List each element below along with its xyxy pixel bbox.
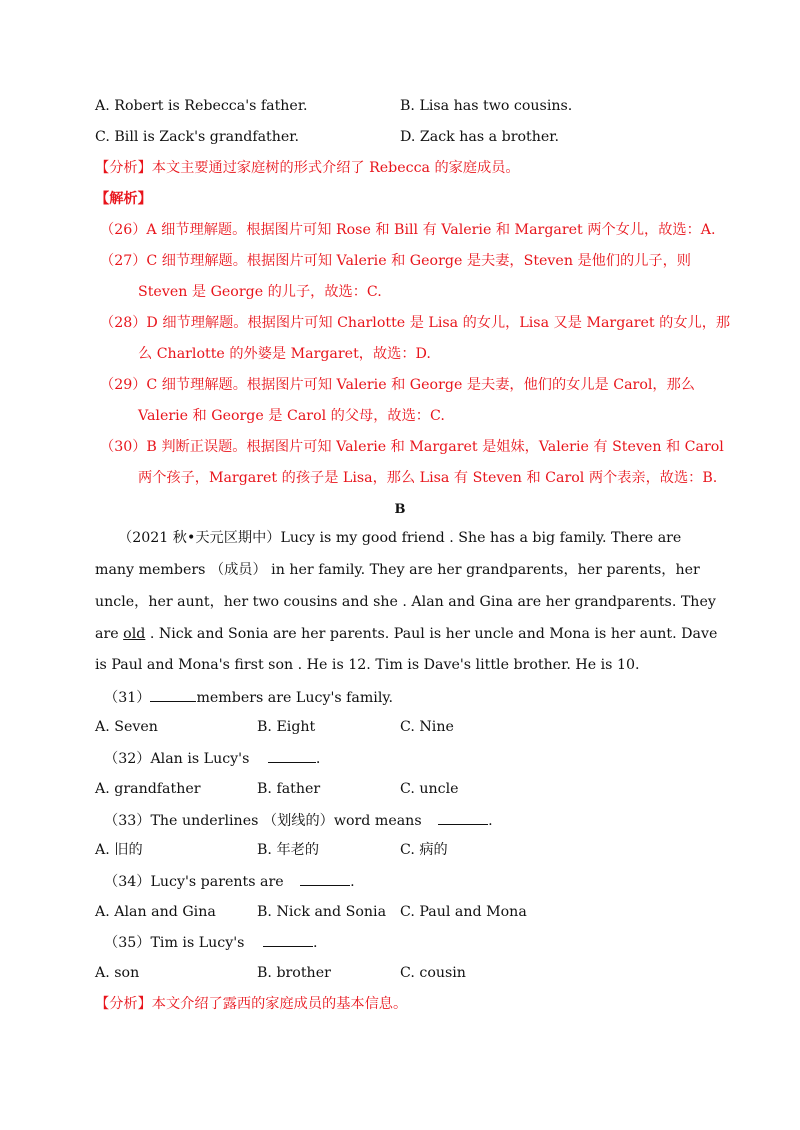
q33-option-b: B. 年老的 [257,842,320,858]
analysis-a: 【分析】本文主要通过家庭树的形式介绍了 Rebecca 的家庭成员。 [95,160,520,176]
option-d: D. Zack has a brother. [400,129,559,145]
explain-27: （27）C 细节理解题。根据图片可知 Valerie 和 George 是夫妻，Steven 是他们的儿子，则 [100,253,691,269]
passage-line-3: uncle，her aunt，her two cousins and she . Alan and Gina are her grandparents. They [95,594,716,610]
underlined-word: old [123,626,146,642]
question-number: （31） [104,690,151,706]
explain-27-cont: Steven 是 George 的儿子，故选：C. [138,284,382,300]
question-number: （34） [104,874,151,890]
analysis-b: 【分析】本文介绍了露西的家庭成员的基本信息。 [95,996,408,1012]
q34-option-c: C. Paul and Mona [400,904,527,920]
question-34 [104,871,355,892]
explain-29: （29）C 细节理解题。根据图片可知 Valerie 和 George 是夫妻，他们的女儿是 Carol，那么 [100,377,695,393]
section-b-heading: B [394,502,406,517]
q35-option-b: B. brother [257,965,331,981]
question-post: . [350,874,355,890]
question-post: . [488,813,493,829]
explain-29-cont: Valerie 和 George 是 Carol 的父母，故选：C. [138,408,445,424]
q32-option-b: B. father [257,781,321,797]
answer-blank [438,810,488,825]
question-pre: Alan is Lucy's [150,751,254,767]
passage-line-1: （2021 秋•天元区期中）Lucy is my good friend . She has a big family. There are [118,530,682,546]
question-number: （32） [104,751,151,767]
option-c: C. Bill is Zack's grandfather. [95,129,300,145]
q33-option-a: A. 旧的 [95,842,143,858]
answer-blank [300,871,350,886]
question-35 [104,932,317,953]
question-32 [104,748,320,769]
passage-line-5: is Paul and Mona's first son . He is 12. Tim is Dave's little brother. He is 10. [95,657,640,673]
explain-30: （30）B 判断正误题。根据图片可知 Valerie 和 Margaret 是姐妹，Valerie 有 Steven 和 Carol [100,439,724,455]
question-post: . [312,935,318,951]
answer-blank [150,687,196,702]
explain-label: 【解析】 [95,191,152,207]
question-33 [104,810,493,831]
explain-28: （28）D 细节理解题。根据图片可知 Charlotte 是 Lisa 的女儿，Lisa 又是 Margaret 的女儿，那 [100,315,731,331]
q31-option-a: A. Seven [95,719,158,735]
passage-line-4-pre: are [95,626,124,642]
passage-line-4-post: . Nick and Sonia are her parents. Paul is her uncle and Mona is her aunt. Dave [145,626,718,642]
question-post: members are Lucy's family. [196,690,394,706]
q31-option-c: C. Nine [400,719,454,735]
q34-option-b: B. Nick and Sonia [257,904,387,920]
option-a: A. Robert is Rebecca's father. [95,98,308,114]
question-pre: Lucy's parents are [150,874,289,890]
explain-26: （26）A 细节理解题。根据图片可知 Rose 和 Bill 有 Valerie 和 Margaret 两个女儿，故选：A. [100,222,716,238]
question-number: （35） [104,935,151,951]
answer-blank [263,932,313,947]
question-post: . [315,751,321,767]
q31-option-b: B. Eight [257,719,316,735]
option-b: B. Lisa has two cousins. [400,98,573,114]
q34-option-a: A. Alan and Gina [95,904,216,920]
explain-30-cont: 两个孩子，Margaret 的孩子是 Lisa，那么 Lisa 有 Steven 和 Carol 两个表亲，故选：B. [138,470,718,486]
q32-option-c: C. uncle [400,781,459,797]
explain-28-cont: 么 Charlotte 的外婆是 Margaret，故选：D. [138,346,431,362]
q33-option-c: C. 病的 [400,842,448,858]
passage-line-2: many members （成员） in her family. They are her grandparents，her parents，her [95,562,700,578]
q32-option-a: A. grandfather [95,781,201,797]
q35-option-a: A. son [95,965,140,981]
passage-line-4 [95,624,717,644]
question-31 [104,687,393,708]
question-number: （33） [104,813,151,829]
answer-blank [268,748,316,763]
question-pre: Tim is Lucy's [150,935,249,951]
q35-option-c: C. cousin [400,965,466,981]
question-pre: The underlines （划线的）word means [150,813,427,829]
